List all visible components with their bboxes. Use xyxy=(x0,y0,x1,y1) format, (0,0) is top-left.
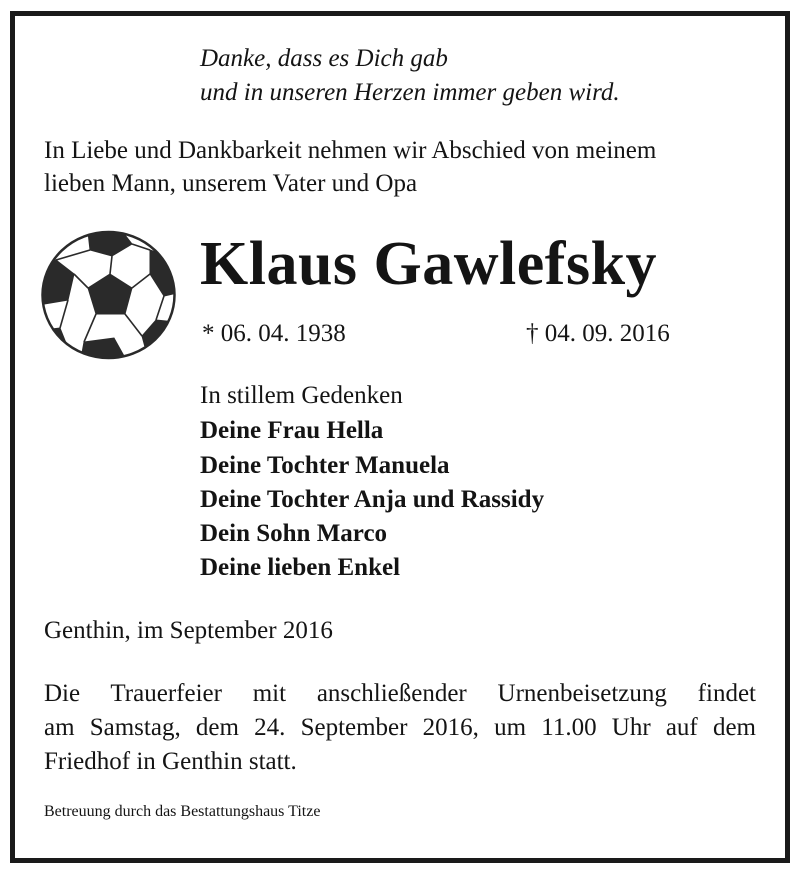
mourner-name: Deine Frau Hella xyxy=(200,417,384,444)
service-line-2: am Samstag, dem 24. September 2016, um 11.00 Uhr auf dem xyxy=(44,714,756,741)
motto-line-1: Danke, dass es Dich gab xyxy=(200,45,448,72)
mourners-heading: In stillem Gedenken xyxy=(200,382,403,409)
service-line-3: Friedhof in Genthin statt. xyxy=(44,748,297,775)
funeral-home-credit: Betreuung durch das Bestattungshaus Titze xyxy=(44,803,321,820)
soccer-ball-icon xyxy=(40,230,177,360)
death-date: † 04. 09. 2016 xyxy=(526,320,670,347)
motto-line-2: und in unseren Herzen immer geben wird. xyxy=(200,79,620,106)
place-and-date: Genthin, im September 2016 xyxy=(44,617,333,644)
mourner-name: Deine Tochter Manuela xyxy=(200,452,450,479)
mourner-name: Deine Tochter Anja und Rassidy xyxy=(200,486,545,513)
intro-line-2: lieben Mann, unserem Vater und Opa xyxy=(44,170,418,197)
service-announcement xyxy=(44,677,756,779)
deceased-name: Klaus Gawlefsky xyxy=(200,230,658,298)
mourner-name: Deine lieben Enkel xyxy=(200,554,401,581)
service-line-1: Die Trauerfeier mit anschließender Urnenbeisetzung findet xyxy=(44,680,756,707)
intro-line-1: In Liebe und Dankbarkeit nehmen wir Abschied von meinem xyxy=(44,137,657,164)
mourner-name: Dein Sohn Marco xyxy=(200,520,388,547)
birth-date: * 06. 04. 1938 xyxy=(202,320,346,347)
